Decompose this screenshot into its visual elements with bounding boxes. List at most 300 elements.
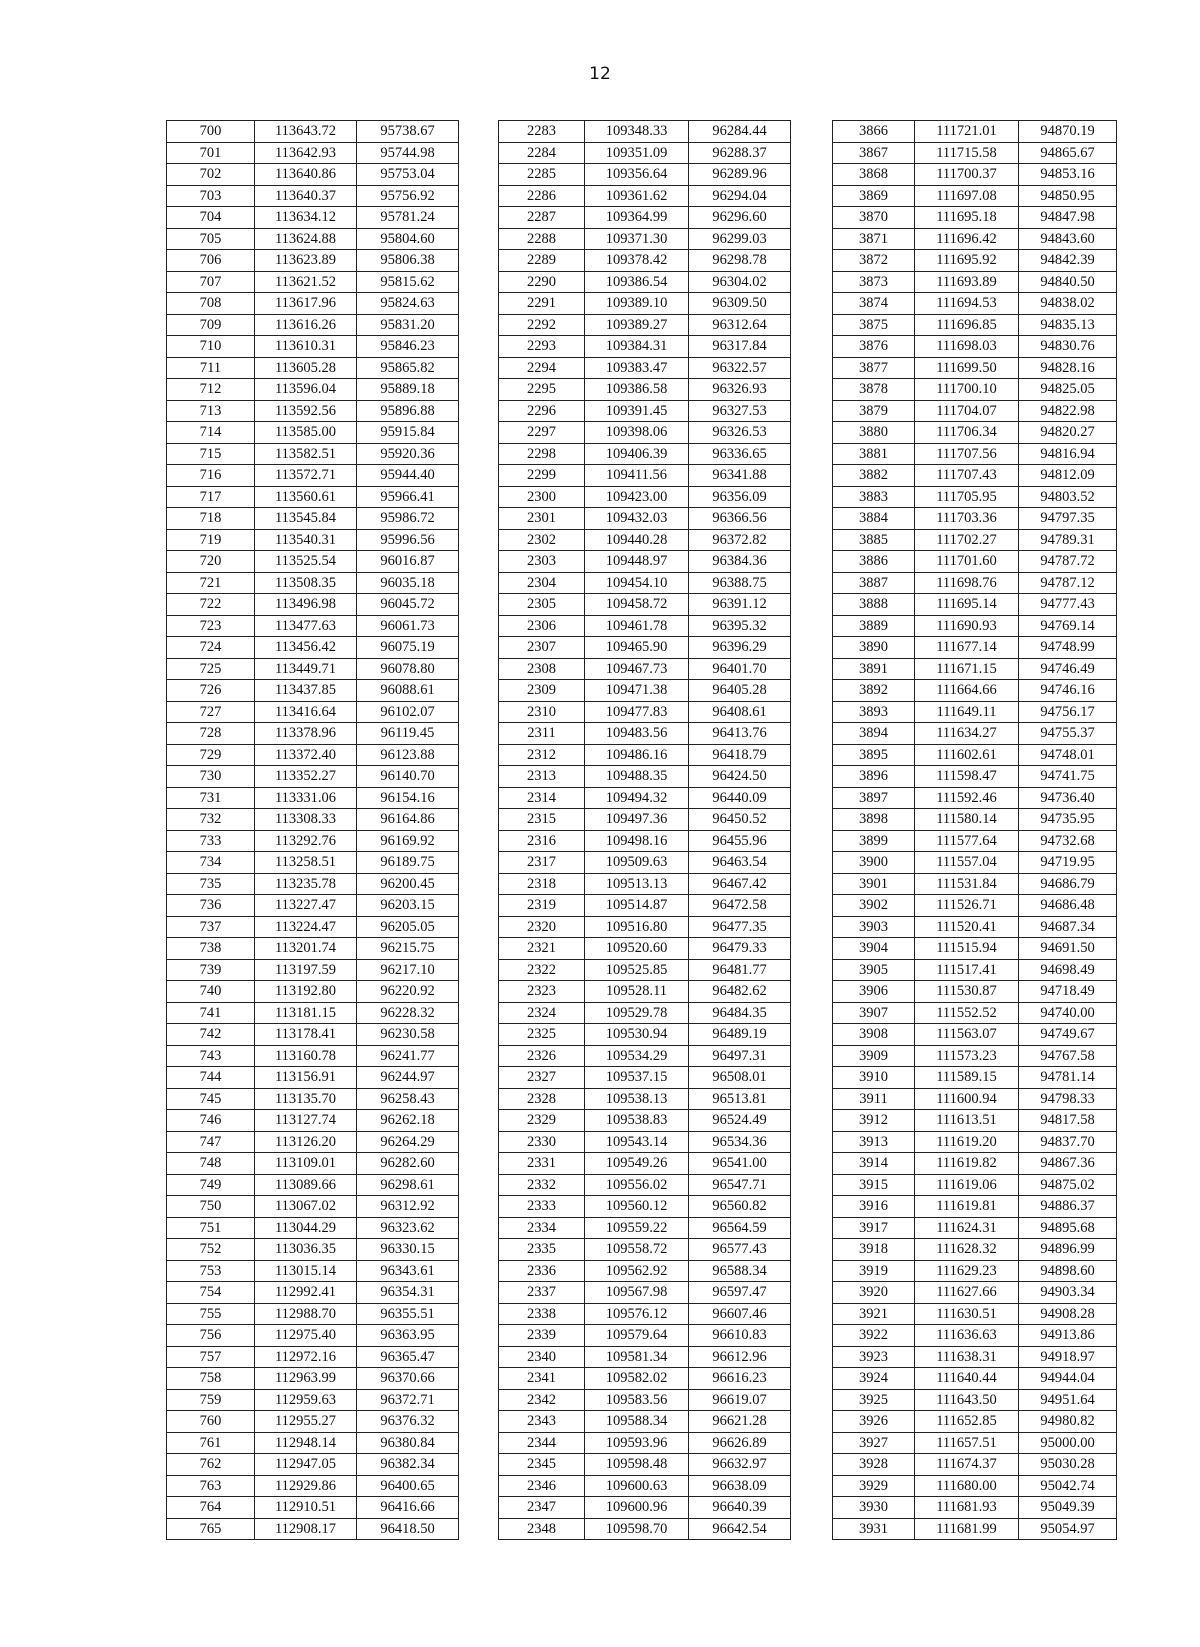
table-row (167, 615, 459, 637)
y-coordinate-cell: 94816.94 (1019, 443, 1117, 465)
x-coordinate-cell: 109432.03 (585, 508, 689, 530)
point-number-cell: 713 (167, 400, 255, 422)
point-number-cell: 743 (167, 1045, 255, 1067)
point-number-cell: 755 (167, 1303, 255, 1325)
y-coordinate-cell: 94898.60 (1019, 1260, 1117, 1282)
table-row (499, 1497, 791, 1519)
point-number-cell: 3906 (833, 981, 915, 1003)
y-coordinate-cell: 96400.65 (357, 1475, 459, 1497)
y-coordinate-cell: 96621.28 (689, 1411, 791, 1433)
x-coordinate-cell: 113160.78 (255, 1045, 357, 1067)
point-number-cell: 3896 (833, 766, 915, 788)
y-coordinate-cell: 94835.13 (1019, 314, 1117, 336)
table-row (167, 422, 459, 444)
table-row (499, 981, 791, 1003)
x-coordinate-cell: 111638.31 (915, 1346, 1019, 1368)
x-coordinate-cell: 113449.71 (255, 658, 357, 680)
y-coordinate-cell: 96312.92 (357, 1196, 459, 1218)
x-coordinate-cell: 111695.92 (915, 250, 1019, 272)
table-row (499, 680, 791, 702)
table-row (499, 314, 791, 336)
x-coordinate-cell: 109391.45 (585, 400, 689, 422)
x-coordinate-cell: 113331.06 (255, 787, 357, 809)
y-coordinate-cell: 96217.10 (357, 959, 459, 981)
y-coordinate-cell: 94787.12 (1019, 572, 1117, 594)
table-row (167, 529, 459, 551)
y-coordinate-cell: 96640.39 (689, 1497, 791, 1519)
point-number-cell: 2325 (499, 1024, 585, 1046)
point-number-cell: 748 (167, 1153, 255, 1175)
table-row (167, 1045, 459, 1067)
x-coordinate-cell: 111707.56 (915, 443, 1019, 465)
y-coordinate-cell: 95896.88 (357, 400, 459, 422)
point-number-cell: 746 (167, 1110, 255, 1132)
x-coordinate-cell: 111674.37 (915, 1454, 1019, 1476)
x-coordinate-cell: 111580.14 (915, 809, 1019, 831)
y-coordinate-cell: 94756.17 (1019, 701, 1117, 723)
x-coordinate-cell: 113197.59 (255, 959, 357, 981)
y-coordinate-cell: 96455.96 (689, 830, 791, 852)
y-coordinate-cell: 95815.62 (357, 271, 459, 293)
point-number-cell: 744 (167, 1067, 255, 1089)
table-row (167, 1475, 459, 1497)
table-row (499, 357, 791, 379)
point-number-cell: 2322 (499, 959, 585, 981)
x-coordinate-cell: 109386.54 (585, 271, 689, 293)
y-coordinate-cell: 96317.84 (689, 336, 791, 358)
table-row (499, 723, 791, 745)
x-coordinate-cell: 109486.16 (585, 744, 689, 766)
point-number-cell: 729 (167, 744, 255, 766)
point-number-cell: 725 (167, 658, 255, 680)
x-coordinate-cell: 111634.27 (915, 723, 1019, 745)
table-row (499, 658, 791, 680)
table-row (499, 142, 791, 164)
y-coordinate-cell: 94837.70 (1019, 1131, 1117, 1153)
y-coordinate-cell: 95831.20 (357, 314, 459, 336)
point-number-cell: 741 (167, 1002, 255, 1024)
table-row (833, 1002, 1117, 1024)
x-coordinate-cell: 109598.48 (585, 1454, 689, 1476)
table-row (167, 164, 459, 186)
table-row (167, 787, 459, 809)
y-coordinate-cell: 96140.70 (357, 766, 459, 788)
y-coordinate-cell: 96123.88 (357, 744, 459, 766)
table-row (833, 766, 1117, 788)
point-number-cell: 2317 (499, 852, 585, 874)
y-coordinate-cell: 94903.34 (1019, 1282, 1117, 1304)
y-coordinate-cell: 96355.51 (357, 1303, 459, 1325)
table-row (833, 1110, 1117, 1132)
x-coordinate-cell: 111698.03 (915, 336, 1019, 358)
table-row (499, 787, 791, 809)
point-number-cell: 2290 (499, 271, 585, 293)
table-row (499, 379, 791, 401)
table-row (833, 1024, 1117, 1046)
table-row (833, 551, 1117, 573)
y-coordinate-cell: 96612.96 (689, 1346, 791, 1368)
point-number-cell: 2342 (499, 1389, 585, 1411)
point-number-cell: 3897 (833, 787, 915, 809)
y-coordinate-cell: 96205.05 (357, 916, 459, 938)
x-coordinate-cell: 113109.01 (255, 1153, 357, 1175)
y-coordinate-cell: 94748.99 (1019, 637, 1117, 659)
x-coordinate-cell: 111630.51 (915, 1303, 1019, 1325)
table-row (499, 422, 791, 444)
table-row (167, 1411, 459, 1433)
y-coordinate-cell: 94732.68 (1019, 830, 1117, 852)
point-number-cell: 3930 (833, 1497, 915, 1519)
table-row (167, 658, 459, 680)
table-row (833, 1217, 1117, 1239)
x-coordinate-cell: 109576.12 (585, 1303, 689, 1325)
y-coordinate-cell: 96610.83 (689, 1325, 791, 1347)
table-row (167, 1432, 459, 1454)
y-coordinate-cell: 94895.68 (1019, 1217, 1117, 1239)
table-row (833, 379, 1117, 401)
x-coordinate-cell: 111652.85 (915, 1411, 1019, 1433)
table-row (833, 1325, 1117, 1347)
y-coordinate-cell: 96588.34 (689, 1260, 791, 1282)
x-coordinate-cell: 111695.14 (915, 594, 1019, 616)
y-coordinate-cell: 94865.67 (1019, 142, 1117, 164)
table-row (833, 680, 1117, 702)
point-number-cell: 702 (167, 164, 255, 186)
x-coordinate-cell: 113585.00 (255, 422, 357, 444)
table-row (499, 1196, 791, 1218)
table-row (167, 314, 459, 336)
x-coordinate-cell: 109454.10 (585, 572, 689, 594)
x-coordinate-cell: 113015.14 (255, 1260, 357, 1282)
y-coordinate-cell: 94687.34 (1019, 916, 1117, 938)
table-row (833, 787, 1117, 809)
x-coordinate-cell: 113592.56 (255, 400, 357, 422)
y-coordinate-cell: 96619.07 (689, 1389, 791, 1411)
table-row (167, 207, 459, 229)
x-coordinate-cell: 109600.96 (585, 1497, 689, 1519)
table-row (167, 830, 459, 852)
table-row (167, 895, 459, 917)
point-number-cell: 731 (167, 787, 255, 809)
x-coordinate-cell: 109348.33 (585, 121, 689, 143)
y-coordinate-cell: 95966.41 (357, 486, 459, 508)
point-number-cell: 3889 (833, 615, 915, 637)
table-row (167, 981, 459, 1003)
point-number-cell: 3877 (833, 357, 915, 379)
y-coordinate-cell: 96045.72 (357, 594, 459, 616)
point-number-cell: 2339 (499, 1325, 585, 1347)
table-row (499, 465, 791, 487)
y-coordinate-cell: 94797.35 (1019, 508, 1117, 530)
point-number-cell: 736 (167, 895, 255, 917)
x-coordinate-cell: 111671.15 (915, 658, 1019, 680)
y-coordinate-cell: 96154.16 (357, 787, 459, 809)
point-number-cell: 3915 (833, 1174, 915, 1196)
y-coordinate-cell: 94686.79 (1019, 873, 1117, 895)
point-number-cell: 2321 (499, 938, 585, 960)
table-row (167, 1325, 459, 1347)
point-number-cell: 752 (167, 1239, 255, 1261)
table-row (833, 938, 1117, 960)
point-number-cell: 3870 (833, 207, 915, 229)
point-number-cell: 3927 (833, 1432, 915, 1454)
table-row (167, 1196, 459, 1218)
y-coordinate-cell: 96638.09 (689, 1475, 791, 1497)
y-coordinate-cell: 94746.16 (1019, 680, 1117, 702)
table-row (499, 1217, 791, 1239)
x-coordinate-cell: 111703.36 (915, 508, 1019, 530)
x-coordinate-cell: 113477.63 (255, 615, 357, 637)
table-row (833, 1411, 1117, 1433)
table-row (833, 250, 1117, 272)
y-coordinate-cell: 96220.92 (357, 981, 459, 1003)
table-row (167, 121, 459, 143)
y-coordinate-cell: 96463.54 (689, 852, 791, 874)
point-number-cell: 703 (167, 185, 255, 207)
y-coordinate-cell: 94875.02 (1019, 1174, 1117, 1196)
y-coordinate-cell: 96380.84 (357, 1432, 459, 1454)
point-number-cell: 700 (167, 121, 255, 143)
table-row (499, 766, 791, 788)
x-coordinate-cell: 109588.34 (585, 1411, 689, 1433)
table-row (167, 551, 459, 573)
y-coordinate-cell: 96413.76 (689, 723, 791, 745)
y-coordinate-cell: 96075.19 (357, 637, 459, 659)
table-row (833, 1389, 1117, 1411)
y-coordinate-cell: 95756.92 (357, 185, 459, 207)
y-coordinate-cell: 96343.61 (357, 1260, 459, 1282)
point-number-cell: 3917 (833, 1217, 915, 1239)
x-coordinate-cell: 113624.88 (255, 228, 357, 250)
x-coordinate-cell: 113621.52 (255, 271, 357, 293)
point-number-cell: 2292 (499, 314, 585, 336)
table-row (167, 916, 459, 938)
y-coordinate-cell: 94867.36 (1019, 1153, 1117, 1175)
table-row (499, 1454, 791, 1476)
table-row (833, 1153, 1117, 1175)
table-row (167, 185, 459, 207)
point-number-cell: 3888 (833, 594, 915, 616)
table-row (499, 873, 791, 895)
point-number-cell: 3901 (833, 873, 915, 895)
point-number-cell: 3928 (833, 1454, 915, 1476)
point-number-cell: 745 (167, 1088, 255, 1110)
y-coordinate-cell: 94777.43 (1019, 594, 1117, 616)
x-coordinate-cell: 109549.26 (585, 1153, 689, 1175)
table-row (167, 938, 459, 960)
point-number-cell: 721 (167, 572, 255, 594)
x-coordinate-cell: 109593.96 (585, 1432, 689, 1454)
point-number-cell: 2312 (499, 744, 585, 766)
table-row (167, 486, 459, 508)
point-number-cell: 735 (167, 873, 255, 895)
x-coordinate-cell: 111677.14 (915, 637, 1019, 659)
y-coordinate-cell: 96372.71 (357, 1389, 459, 1411)
y-coordinate-cell: 94798.33 (1019, 1088, 1117, 1110)
x-coordinate-cell: 113235.78 (255, 873, 357, 895)
point-number-cell: 749 (167, 1174, 255, 1196)
x-coordinate-cell: 113127.74 (255, 1110, 357, 1132)
point-number-cell: 717 (167, 486, 255, 508)
x-coordinate-cell: 109389.10 (585, 293, 689, 315)
table-row (167, 293, 459, 315)
point-number-cell: 3919 (833, 1260, 915, 1282)
point-number-cell: 714 (167, 422, 255, 444)
x-coordinate-cell: 109497.36 (585, 809, 689, 831)
table-row (499, 938, 791, 960)
point-number-cell: 2337 (499, 1282, 585, 1304)
point-number-cell: 2298 (499, 443, 585, 465)
y-coordinate-cell: 94842.39 (1019, 250, 1117, 272)
point-number-cell: 756 (167, 1325, 255, 1347)
x-coordinate-cell: 109537.15 (585, 1067, 689, 1089)
y-coordinate-cell: 96577.43 (689, 1239, 791, 1261)
table-row (833, 1045, 1117, 1067)
y-coordinate-cell: 96472.58 (689, 895, 791, 917)
point-number-cell: 740 (167, 981, 255, 1003)
point-number-cell: 2346 (499, 1475, 585, 1497)
x-coordinate-cell: 109494.32 (585, 787, 689, 809)
x-coordinate-cell: 109514.87 (585, 895, 689, 917)
y-coordinate-cell: 95915.84 (357, 422, 459, 444)
point-number-cell: 2320 (499, 916, 585, 938)
point-number-cell: 2299 (499, 465, 585, 487)
point-number-cell: 3868 (833, 164, 915, 186)
y-coordinate-cell: 94822.98 (1019, 400, 1117, 422)
x-coordinate-cell: 109520.60 (585, 938, 689, 960)
table-row (833, 400, 1117, 422)
table-row (167, 1174, 459, 1196)
table-row (167, 809, 459, 831)
point-number-cell: 3924 (833, 1368, 915, 1390)
table-row (833, 658, 1117, 680)
y-coordinate-cell: 95000.00 (1019, 1432, 1117, 1454)
point-number-cell: 719 (167, 529, 255, 551)
point-number-cell: 3890 (833, 637, 915, 659)
coordinates-table-3 (832, 120, 1117, 1540)
point-number-cell: 3884 (833, 508, 915, 530)
x-coordinate-cell: 109483.56 (585, 723, 689, 745)
point-number-cell: 3925 (833, 1389, 915, 1411)
x-coordinate-cell: 113456.42 (255, 637, 357, 659)
x-coordinate-cell: 111704.07 (915, 400, 1019, 422)
x-coordinate-cell: 111592.46 (915, 787, 1019, 809)
y-coordinate-cell: 96189.75 (357, 852, 459, 874)
y-coordinate-cell: 94741.75 (1019, 766, 1117, 788)
x-coordinate-cell: 113540.31 (255, 529, 357, 551)
table-row (167, 680, 459, 702)
y-coordinate-cell: 96395.32 (689, 615, 791, 637)
x-coordinate-cell: 113067.02 (255, 1196, 357, 1218)
point-number-cell: 2306 (499, 615, 585, 637)
point-number-cell: 3900 (833, 852, 915, 874)
point-number-cell: 2327 (499, 1067, 585, 1089)
x-coordinate-cell: 113496.98 (255, 594, 357, 616)
x-coordinate-cell: 109582.02 (585, 1368, 689, 1390)
table-row (167, 594, 459, 616)
table-row (499, 572, 791, 594)
table-row (833, 615, 1117, 637)
point-number-cell: 753 (167, 1260, 255, 1282)
x-coordinate-cell: 111563.07 (915, 1024, 1019, 1046)
y-coordinate-cell: 96534.36 (689, 1131, 791, 1153)
x-coordinate-cell: 111696.42 (915, 228, 1019, 250)
table-row (167, 1346, 459, 1368)
y-coordinate-cell: 96482.62 (689, 981, 791, 1003)
x-coordinate-cell: 111690.93 (915, 615, 1019, 637)
x-coordinate-cell: 109583.56 (585, 1389, 689, 1411)
x-coordinate-cell: 109558.72 (585, 1239, 689, 1261)
y-coordinate-cell: 96298.61 (357, 1174, 459, 1196)
x-coordinate-cell: 109538.13 (585, 1088, 689, 1110)
x-coordinate-cell: 113126.20 (255, 1131, 357, 1153)
point-number-cell: 722 (167, 594, 255, 616)
y-coordinate-cell: 96424.50 (689, 766, 791, 788)
table-row (499, 486, 791, 508)
x-coordinate-cell: 109461.78 (585, 615, 689, 637)
y-coordinate-cell: 94870.19 (1019, 121, 1117, 143)
point-number-cell: 3905 (833, 959, 915, 981)
point-number-cell: 2310 (499, 701, 585, 723)
x-coordinate-cell: 109562.92 (585, 1260, 689, 1282)
x-coordinate-cell: 109516.80 (585, 916, 689, 938)
table-row (499, 336, 791, 358)
x-coordinate-cell: 109534.29 (585, 1045, 689, 1067)
point-number-cell: 3875 (833, 314, 915, 336)
x-coordinate-cell: 111613.51 (915, 1110, 1019, 1132)
table-row (167, 572, 459, 594)
y-coordinate-cell: 95865.82 (357, 357, 459, 379)
table-row (833, 185, 1117, 207)
y-coordinate-cell: 96384.36 (689, 551, 791, 573)
point-number-cell: 3867 (833, 142, 915, 164)
table-row (499, 701, 791, 723)
point-number-cell: 2341 (499, 1368, 585, 1390)
point-number-cell: 3931 (833, 1518, 915, 1540)
point-number-cell: 2347 (499, 1497, 585, 1519)
x-coordinate-cell: 109383.47 (585, 357, 689, 379)
x-coordinate-cell: 111705.95 (915, 486, 1019, 508)
point-number-cell: 762 (167, 1454, 255, 1476)
y-coordinate-cell: 96489.19 (689, 1024, 791, 1046)
point-number-cell: 701 (167, 142, 255, 164)
x-coordinate-cell: 113643.72 (255, 121, 357, 143)
table-row (167, 1454, 459, 1476)
point-number-cell: 718 (167, 508, 255, 530)
point-number-cell: 2316 (499, 830, 585, 852)
table-row (833, 723, 1117, 745)
x-coordinate-cell: 113605.28 (255, 357, 357, 379)
table-row (833, 637, 1117, 659)
y-coordinate-cell: 96365.47 (357, 1346, 459, 1368)
point-number-cell: 728 (167, 723, 255, 745)
point-number-cell: 2340 (499, 1346, 585, 1368)
y-coordinate-cell: 95030.28 (1019, 1454, 1117, 1476)
point-number-cell: 2330 (499, 1131, 585, 1153)
y-coordinate-cell: 94980.82 (1019, 1411, 1117, 1433)
table-row (167, 959, 459, 981)
point-number-cell: 2326 (499, 1045, 585, 1067)
point-number-cell: 3912 (833, 1110, 915, 1132)
table-row (833, 486, 1117, 508)
table-row (833, 1088, 1117, 1110)
x-coordinate-cell: 113634.12 (255, 207, 357, 229)
x-coordinate-cell: 111517.41 (915, 959, 1019, 981)
table-row (167, 1260, 459, 1282)
point-number-cell: 2286 (499, 185, 585, 207)
table-row (167, 508, 459, 530)
table-row (833, 1282, 1117, 1304)
